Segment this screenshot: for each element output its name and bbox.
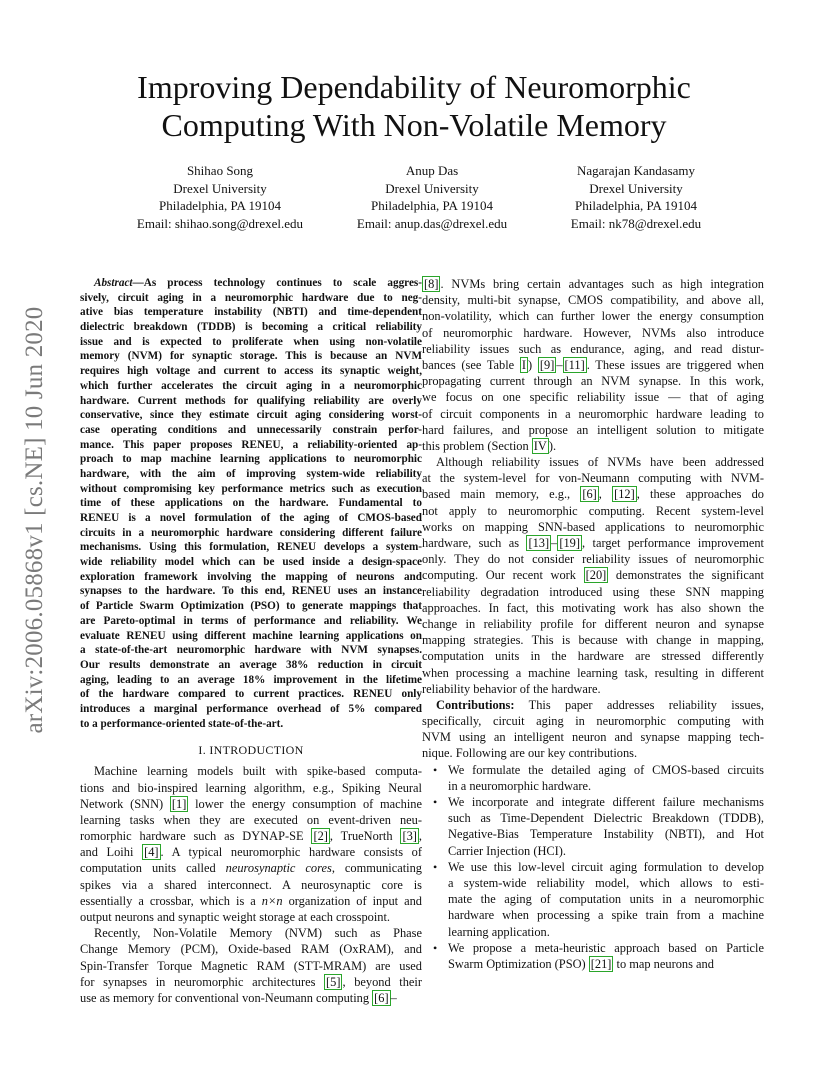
run-in-heading: Contributions:: [436, 697, 515, 712]
abstract-line: [80, 526, 422, 541]
abstract-line: [80, 555, 422, 570]
citation-link[interactable]: [21]: [590, 956, 612, 971]
text-line: [422, 470, 764, 486]
contribution-item: [422, 859, 764, 940]
abstract-text: are Pareto-optimal in terms of performance and reliability. We: [80, 614, 422, 627]
right-paragraph-1: [422, 276, 764, 454]
text-run: nique. Following are our key contributions.: [422, 746, 638, 761]
text-line: [422, 729, 764, 745]
citation-link[interactable]: [20]: [585, 568, 607, 583]
abstract-text: of the hardware compared to current practices. RENEU only: [80, 688, 422, 701]
abstract-text: dielectric breakdown (TDDB) is becoming a critical reliability: [80, 321, 422, 334]
text-line: [422, 325, 764, 341]
citation-link[interactable]: [4]: [144, 845, 159, 860]
abstract-line: [80, 687, 422, 702]
abstract-line: [80, 629, 422, 644]
text-run: specifically, circuit aging in neuromorphic computing with: [422, 714, 764, 729]
text-run: reliability degradation introduced using these SNN mapping: [422, 584, 764, 599]
right-column: [422, 276, 764, 972]
text-line: [448, 940, 764, 956]
intro-paragraph-2: [80, 925, 422, 1006]
text-run: . A typical neuromorphic hardware consists of: [160, 845, 423, 860]
author-block: [110, 162, 730, 234]
text-run: hardware, such as: [422, 536, 527, 550]
text-line: [448, 762, 764, 778]
text-run: Network (SNN): [80, 796, 170, 811]
text-run: based main memory, e.g.,: [422, 487, 581, 502]
text-run: , communicating: [331, 861, 423, 876]
text-run: ,: [418, 829, 422, 844]
text-run: Negative-Bias Temperature Instability (NBTI), and Hot: [448, 827, 764, 842]
abstract-text: requires high voltage and current to access its synaptic weight,: [80, 365, 422, 378]
text-run: We propose a meta-heuristic approach based on Particle: [448, 940, 764, 955]
text-line: [422, 276, 764, 292]
text-line: [448, 778, 764, 794]
abstract-line: [80, 467, 422, 482]
text-run: change in reliability profile for different neuron and synapse: [422, 616, 764, 631]
text-run: Recently, Non-Volatile Memory (NVM) such as Phase: [94, 926, 422, 941]
text-run: essentially a crossbar, which is a: [80, 893, 262, 908]
text-run: such as Time-Dependent Dielectric Breakdown (TDDB),: [448, 811, 764, 826]
text-run: hard failures, and propose an intelligent solution to mitigate: [422, 422, 764, 437]
text-run: Change Memory (PCM), Oxide-based RAM (OxRAM), and: [80, 942, 422, 957]
text-run: –: [390, 990, 397, 1005]
abstract-text: ative bias temperature instability (NBTI) and time-dependent: [80, 306, 422, 319]
author-address: Philadelphia, PA 19104: [575, 198, 697, 213]
citation-link[interactable]: [12]: [614, 487, 635, 502]
text-line: [422, 584, 764, 600]
citation-link[interactable]: [6]: [582, 487, 597, 502]
abstract-text: introduces a marginal performance overhead of 5% compared: [80, 702, 422, 715]
citation-link[interactable]: [11]: [564, 357, 585, 372]
text-run: , these approaches do: [636, 487, 765, 502]
text-line: [422, 422, 764, 438]
abstract-line: [80, 379, 422, 394]
text-run: Spin-Transfer Torque Magnetic RAM (STT-MRAM) are used: [80, 958, 422, 973]
text-line: [422, 503, 764, 519]
text-line: [448, 859, 764, 875]
author-3: [526, 162, 746, 232]
text-run: non-volatility, which can further lower the energy consumption: [422, 309, 764, 324]
text-run: not apply to neuromorphic computing. Recent system-level: [422, 503, 764, 518]
abstract-line: [80, 335, 422, 350]
text-run: density, multi-bit synapse, CMOS compatibility, and above all,: [422, 293, 764, 308]
text-line: [422, 438, 764, 454]
text-line: [422, 713, 764, 729]
paper-title: [70, 68, 758, 144]
abstract-text: without compromising key performance metrics such as execution: [80, 482, 422, 495]
citation-link[interactable]: [3]: [402, 829, 417, 844]
text-run: reliability issues such as endurance, aging, and read distur-: [422, 341, 764, 356]
text-run: learning tasks when they are executed on event-driven neu-: [80, 812, 422, 827]
text-line: [80, 812, 422, 828]
abstract-text: evaluate RENEU using different machine learning applications on: [80, 629, 422, 642]
text-line: [448, 794, 764, 810]
text-run: ,: [598, 487, 613, 502]
abstract-line: [80, 584, 422, 599]
abstract-line: [80, 540, 422, 555]
citation-link[interactable]: [1]: [171, 796, 187, 811]
text-line: [422, 665, 764, 681]
abstract-text: hardware. Current methods for qualifying reliability are overly: [80, 394, 422, 407]
text-run: Carrier Injection (HCI).: [448, 843, 567, 858]
text-line: [422, 454, 764, 470]
text-run: at the system-level for von-Neumann computing with NVM-: [422, 471, 764, 486]
abstract-text: to a performance-oriented state-of-the-art.: [80, 717, 284, 730]
text-line: [422, 551, 764, 567]
contributions-list: [422, 762, 764, 972]
text-line: [422, 389, 764, 405]
abstract-text: proach to map machine learning applications to neuromorphic: [80, 453, 422, 466]
abstract-line: [80, 717, 422, 732]
citation-link[interactable]: [9]: [539, 357, 555, 372]
text-line: [80, 860, 422, 876]
arxiv-identifier: arXiv:2006.05868v1 [cs.NE] 10 Jun 2020: [21, 306, 48, 734]
text-run: , TrueNorth: [329, 829, 401, 844]
text-line: [448, 810, 764, 826]
abstract-text: RENEU is a novel formulation of the aging of CMOS-based: [80, 512, 422, 524]
abstract-text: exploration framework involving the mapping of neurons and: [80, 570, 422, 583]
text-line: [422, 745, 764, 761]
abstract-text: a state-of-the-art neuromorphic hardware with NVM synapses.: [80, 644, 422, 657]
text-run: demonstrates the significant: [608, 568, 764, 583]
abstract-text: mechanisms. Using this formulation, RENEU develops a system-: [80, 541, 422, 554]
abstract-line: [80, 658, 422, 673]
contributions-paragraph: [422, 697, 764, 762]
author-name: Anup Das: [405, 163, 459, 178]
contribution-item: [422, 762, 764, 794]
abstract-label: Abstract: [94, 277, 133, 289]
abstract-line: [80, 349, 422, 364]
text-line: [422, 681, 764, 697]
author-address: Philadelphia, PA 19104: [159, 198, 281, 213]
text-run: ).: [548, 438, 557, 453]
text-line: [422, 357, 764, 373]
section-heading-introduction: I. INTRODUCTION: [198, 743, 304, 758]
abstract-line: [80, 511, 422, 526]
text-run: We incorporate and integrate different failure mechanisms: [448, 795, 764, 809]
abstract-text: memory (NVM) for synaptic storage. This is because an NVM: [80, 350, 422, 363]
text-run: and Loihi: [80, 845, 143, 860]
text-run: hardware when processing a spike train from a machine: [448, 908, 764, 923]
text-run: output neurons and synaptic weight storage at each crosspoint.: [80, 910, 391, 924]
text-line: [422, 373, 764, 389]
text-run: reliability behavior of the hardware.: [422, 681, 601, 696]
abstract-text: mance. This paper proposes RENEU, a reliability-oriented ap-: [80, 438, 422, 451]
emphasis-text: neurosynaptic cores: [225, 861, 332, 876]
text-run: . These issues are triggered when: [586, 357, 764, 372]
author-email: Email: nk78@drexel.edu: [570, 215, 702, 231]
author-2: [322, 162, 542, 232]
abstract-line: [80, 614, 422, 629]
text-line: [422, 632, 764, 648]
text-run: to map neurons and: [613, 956, 714, 971]
text-run: organization of input and: [282, 893, 422, 908]
abstract-line: [80, 320, 422, 335]
emphasis-text: n×n: [261, 893, 283, 908]
text-line: [448, 891, 764, 907]
text-line: [448, 875, 764, 891]
text-line: [422, 486, 764, 502]
text-run: , beyond their: [342, 974, 422, 989]
author-email: Email: shihao.song@drexel.edu: [136, 215, 304, 231]
contribution-item: [422, 794, 764, 859]
abstract-text: issue and is expected to proliferate when using non-volatile: [80, 335, 422, 348]
text-run: romorphic hardware such as DYNAP-SE: [80, 829, 312, 844]
text-line: [80, 958, 422, 974]
right-paragraph-2: [422, 454, 764, 697]
text-line: [448, 826, 764, 842]
abstract-line: [80, 702, 422, 717]
text-line: [422, 308, 764, 324]
text-line: [80, 796, 422, 812]
citation-link[interactable]: [19]: [559, 536, 580, 550]
text-line: [422, 697, 764, 713]
text-run: . NVMs bring certain advantages such as high integration: [440, 277, 764, 291]
text-run: of circuit components in a neuromorphic hardware leading to: [422, 406, 764, 421]
text-run: tions and bio-inspired learning algorithm, e.g., Spiking Neural: [80, 780, 422, 795]
text-line: [422, 292, 764, 308]
text-run: computing. Our recent work: [422, 568, 584, 583]
abstract-text: which further accelerates the circuit aging in a neuromorphic: [80, 379, 422, 392]
arxiv-sidebar: [0, 280, 70, 760]
abstract-text: —As process technology continues to scale aggres-: [132, 277, 422, 289]
text-line: [80, 763, 422, 779]
text-line: [422, 341, 764, 357]
text-run: works on mapping SNN-based applications to neuromorphic: [422, 519, 764, 534]
citation-link[interactable]: [8]: [424, 277, 439, 291]
text-run: spikes via a shared interconnect. A neurosynaptic core is: [80, 877, 422, 892]
abstract-text: wide reliability model which can be used inside a design-space: [80, 556, 422, 569]
abstract-line: [80, 408, 422, 423]
abstract-line: [80, 643, 422, 658]
text-line: [448, 924, 764, 940]
title-line-1: Improving Dependability of Neuromorphic: [137, 69, 691, 105]
text-line: [422, 406, 764, 422]
abstract-text: circuits in a neuromorphic hardware considering different failure: [80, 526, 422, 539]
text-run: This paper addresses reliability issues,: [514, 697, 764, 712]
abstract-text: Our results demonstrate an average 38% reduction in circuit: [80, 658, 422, 671]
text-run: learning application.: [448, 924, 550, 939]
text-run: Machine learning models built with spike-based computa-: [94, 764, 422, 779]
abstract-line: [80, 482, 422, 497]
text-line: [80, 909, 422, 925]
text-line: [448, 843, 764, 859]
text-run: Swarm Optimization (PSO): [448, 956, 589, 971]
contribution-item: [422, 940, 764, 972]
abstract-text: of Particle Swarm Optimization (PSO) to generate mappings that: [80, 600, 422, 613]
abstract-line: [80, 394, 422, 409]
text-run: this problem (Section: [422, 438, 532, 453]
text-line: [80, 893, 422, 909]
abstract-line: [80, 291, 422, 306]
abstract-line: [80, 599, 422, 614]
abstract-line: [80, 438, 422, 453]
text-run: only. They do not consider reliability issues of neuromorphic: [422, 552, 764, 567]
text-run: computation units called: [80, 861, 226, 876]
abstract-text: conservative, since they estimate circuit aging considering worst-: [80, 409, 422, 422]
text-run: ): [528, 357, 538, 372]
abstract-line: [80, 673, 422, 688]
author-email: Email: anup.das@drexel.edu: [356, 215, 508, 231]
abstract-line: [80, 305, 422, 320]
text-line: [448, 956, 764, 972]
text-run: when processing a machine learning task, resulting in different: [422, 665, 764, 680]
text-run: mate the aging of computation units in a neuromorphic: [448, 892, 764, 907]
left-column: [80, 276, 422, 1006]
text-run: computation units in the hardware are stressed differently: [422, 649, 764, 664]
text-run: we focus on one specific reliability issue — that of aging: [422, 390, 764, 405]
abstract-line: [80, 276, 422, 291]
text-run: NVM using an intelligent neuron and synapse mapping tech-: [422, 730, 764, 745]
abstract-text: time of these applications on the hardware. Fundamental to: [80, 497, 422, 510]
text-line: [422, 567, 764, 583]
text-run: We use this low-level circuit aging formulation to develop: [448, 859, 764, 874]
citation-link[interactable]: I: [521, 357, 527, 372]
text-line: [422, 616, 764, 632]
abstract-line: [80, 423, 422, 438]
text-run: for synapses in neuromorphic architectures: [80, 974, 325, 989]
citation-link[interactable]: [2]: [313, 829, 328, 844]
text-line: [422, 648, 764, 664]
abstract-text: synapses to the hardware. To this end, RENEU uses an instance: [80, 585, 422, 598]
citation-link[interactable]: [13]: [528, 536, 550, 550]
citation-link[interactable]: [6]: [374, 990, 389, 1005]
author-1: [110, 162, 330, 232]
abstract-text: sively, circuit aging in a neuromorphic hardware due to neg-: [80, 291, 422, 304]
text-run: We formulate the detailed aging of CMOS-based circuits: [448, 762, 764, 777]
text-run: lower the energy consumption of machine: [188, 796, 423, 811]
text-run: in a neuromorphic hardware.: [448, 778, 592, 793]
abstract-line: [80, 570, 422, 585]
text-line: [422, 519, 764, 535]
text-run: use as memory for conventional von-Neumann computing: [80, 990, 373, 1005]
text-run: Although reliability issues of NVMs have been addressed: [436, 455, 764, 470]
text-run: bances (see Table: [422, 357, 520, 372]
text-run: of neuromorphic hardware. However, NVMs also introduce: [422, 325, 764, 340]
abstract-text: case operating conditions and unnecessarily constrain perfor-: [80, 423, 422, 436]
title-line-2: Computing With Non-Volatile Memory: [161, 107, 667, 143]
intro-paragraph-1: [80, 763, 422, 925]
text-line: [80, 990, 422, 1006]
text-line: [80, 925, 422, 941]
text-line: [80, 828, 422, 844]
author-address: Philadelphia, PA 19104: [371, 198, 493, 213]
text-run: approaches. In fact, this motivating work has also shown the: [422, 600, 764, 615]
text-line: [80, 941, 422, 957]
text-run: a system-wide reliability model, which allows to esti-: [448, 875, 764, 890]
text-run: mapping strategies. This is because with change in mapping,: [422, 633, 764, 648]
text-line: [422, 535, 764, 551]
text-run: , target performance improvement: [582, 536, 765, 550]
text-run: propagating current through an NVM synapse. In this work,: [422, 374, 764, 389]
text-line: [80, 974, 422, 990]
text-line: [80, 780, 422, 796]
abstract-line: [80, 452, 422, 467]
citation-link[interactable]: [5]: [326, 974, 341, 989]
abstract-text: aging, leading to an average 18% improvement in the lifetime: [80, 673, 422, 686]
text-line: [80, 844, 422, 860]
text-run: –: [551, 536, 558, 550]
text-run: –: [556, 357, 563, 372]
text-line: [80, 877, 422, 893]
author-name: Nagarajan Kandasamy: [576, 163, 696, 178]
author-affiliation: Drexel University: [173, 180, 267, 196]
citation-link[interactable]: IV: [533, 438, 547, 453]
author-affiliation: Drexel University: [589, 180, 683, 196]
author-affiliation: Drexel University: [385, 180, 479, 196]
abstract-line: [80, 364, 422, 379]
abstract-text: hardware, with the aim of improving system-wide reliability: [80, 467, 422, 480]
abstract: [80, 276, 422, 731]
abstract-line: [80, 496, 422, 511]
text-line: [422, 600, 764, 616]
text-line: [448, 907, 764, 923]
author-name: Shihao Song: [186, 163, 254, 178]
